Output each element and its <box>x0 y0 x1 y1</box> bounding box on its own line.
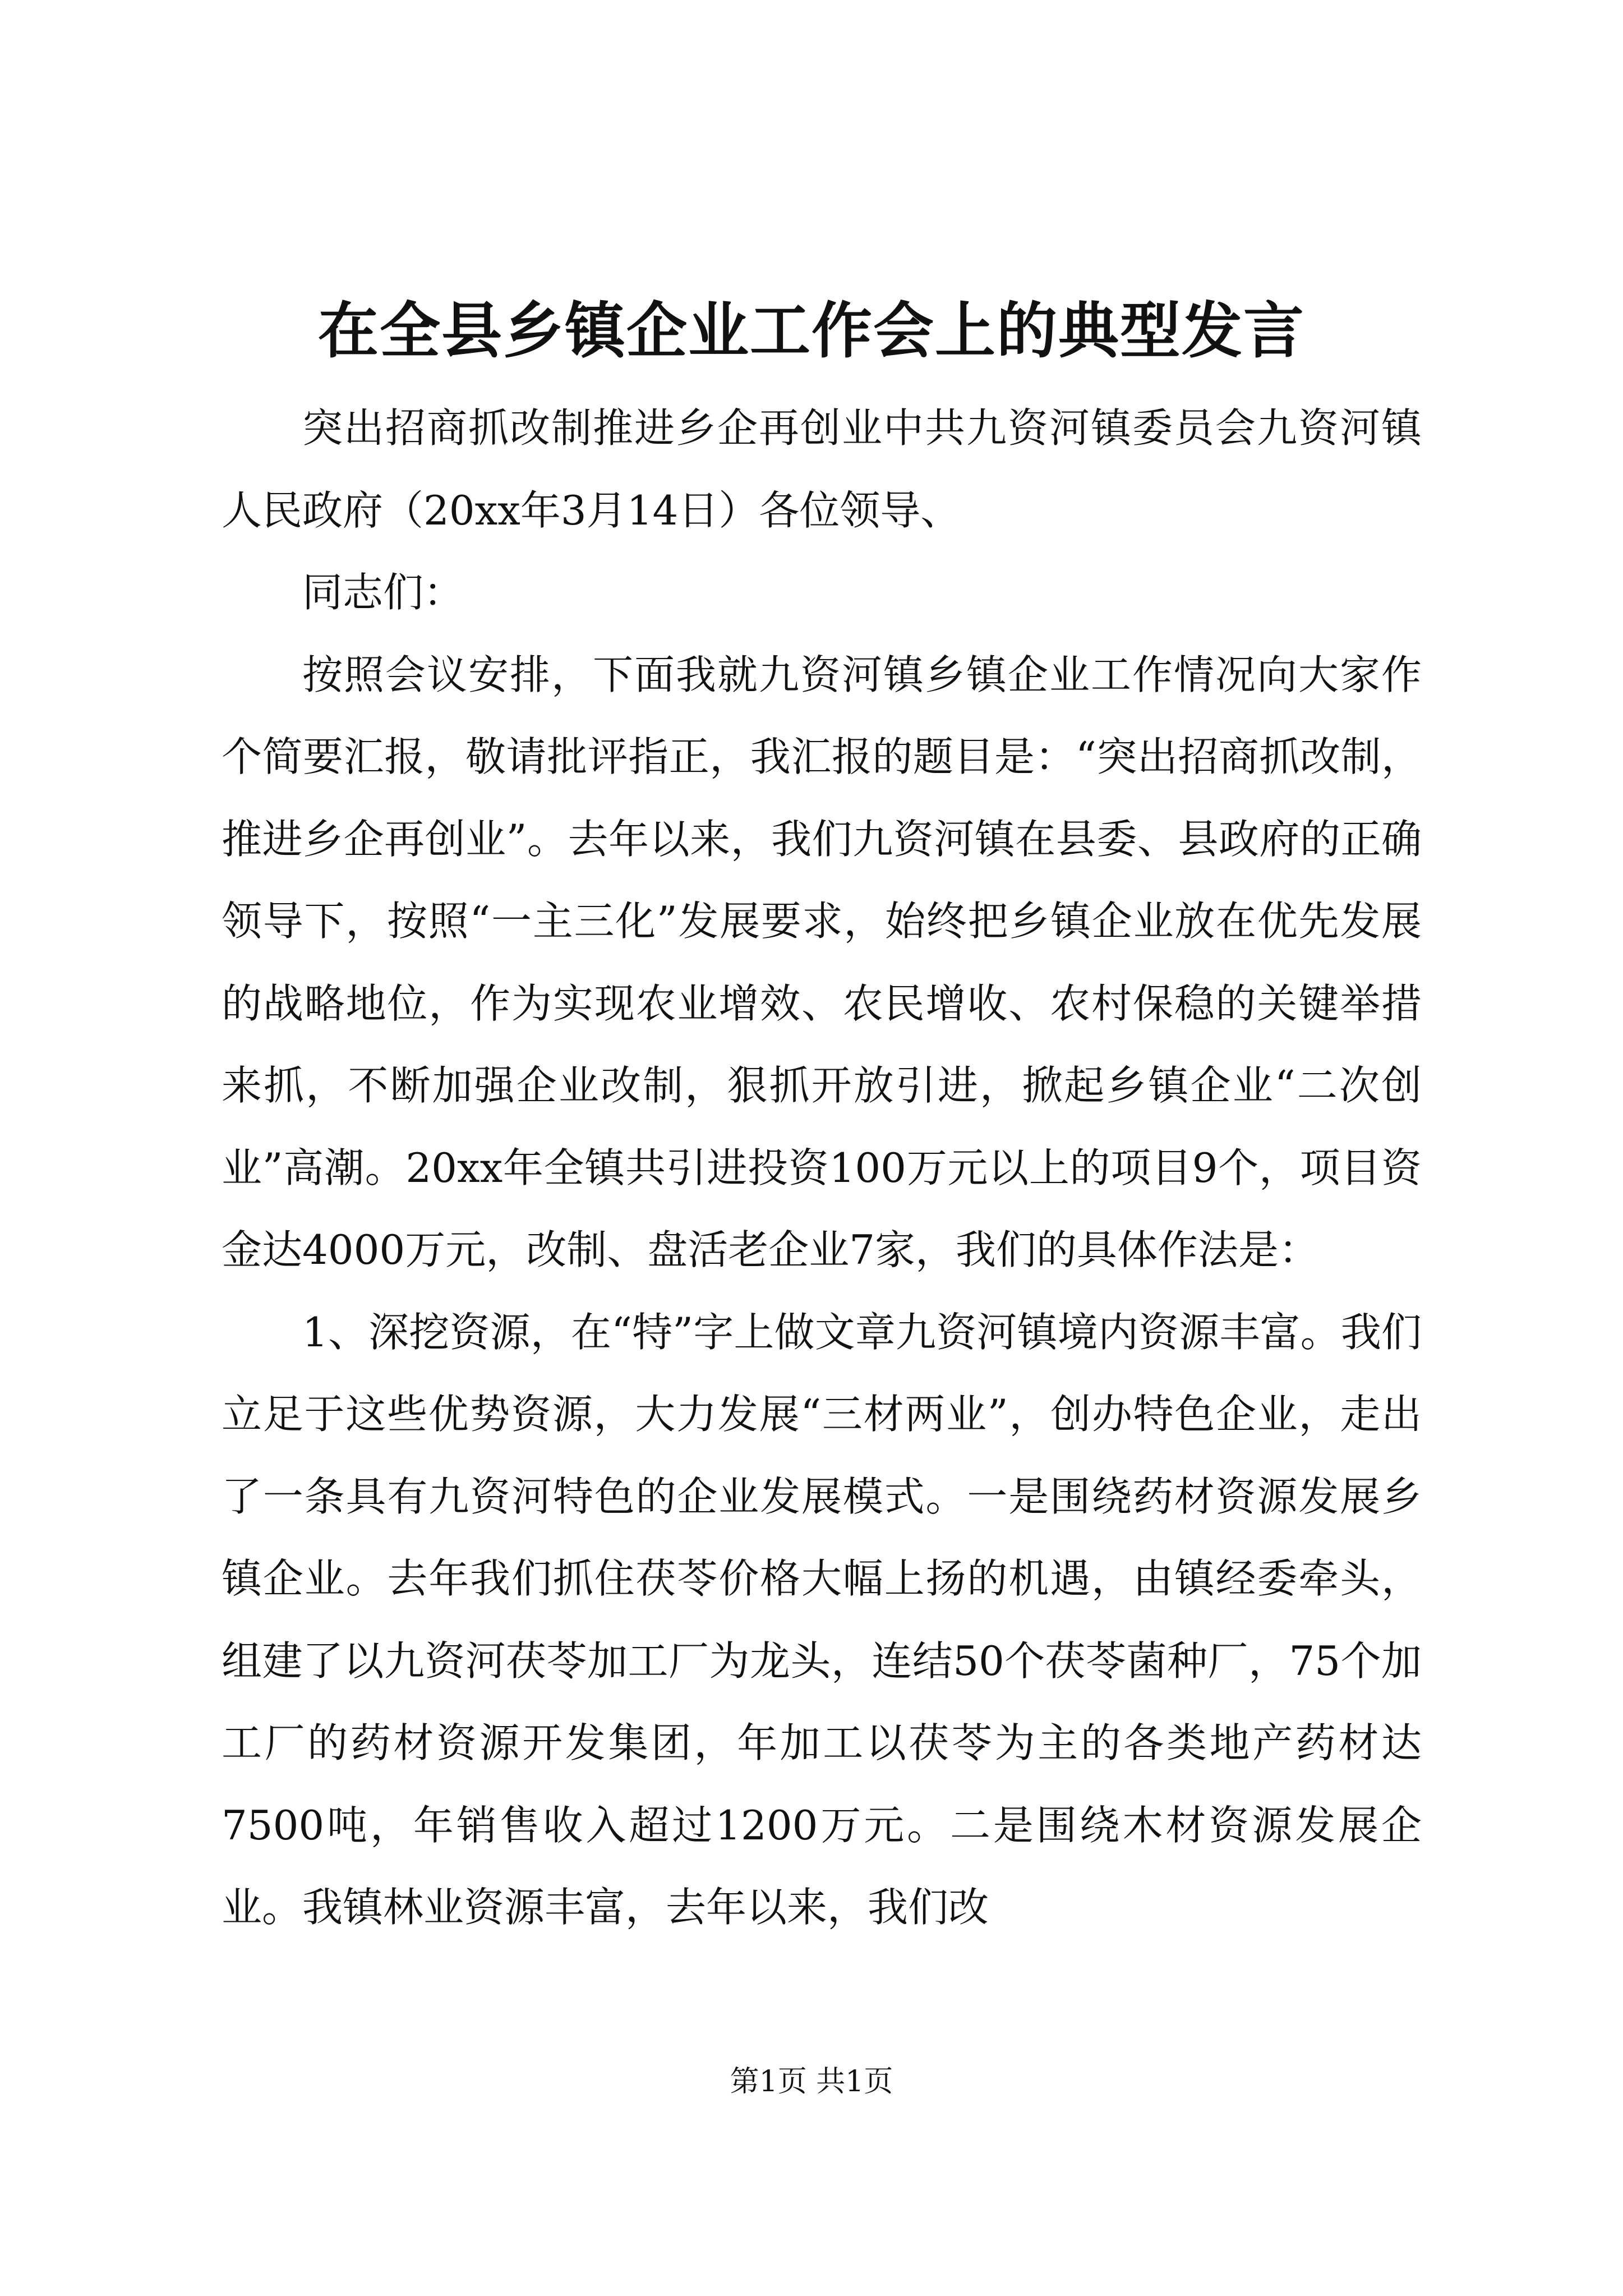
page-footer: 第1页 共1页 <box>730 2065 893 2099</box>
document-title: 在全县乡镇企业工作会上的典型发言 <box>317 296 1305 366</box>
paragraph-3: 按照会议安排，下面我就九资河镇乡镇企业工作情况向大家作个简要汇报，敬请批评指正，我汇报的题目是：“突出招商抓改制，推进乡企再创业”。去年以来，我们九资河镇在县委、县政府的正确领导下，按照“一主三化”发展要求，始终把乡镇企业放在优先发展的战略地位，作为实现农业增效、农民增收、农村保稳的关键举措来抓，不断加强企业改制，狠抓开放引进，掀起乡镇企业“二次创业”高潮。20xx年全镇共引进投资100万元以上的项目9个，项目资金达4000万元，改制、盘活老企业7家，我们的具体作法是： <box>222 651 1422 1273</box>
paragraph-2: 同志们： <box>302 569 464 616</box>
paragraph-4: 1、深挖资源，在“特”字上做文章九资河镇境内资源丰富。我们立足于这些优势资源，大力发展“三材两业”，创办特色企业，走出了一条具有九资河特色的企业发展模式。一是围绕药材资源发展乡镇企业。去年我们抓住茯苓价格大幅上扬的机遇，由镇经委牵头，组建了以九资河茯苓加工厂为龙头，连结50个茯苓菌种厂，75个加工厂的药材资源开发集团，年加工以茯苓为主的各类地产药材达7500吨，年销售收入超过1200万元。二是围绕木材资源发展企业。我镇林业资源丰富，去年以来，我们改 <box>222 1308 1422 1931</box>
paragraph-1: 突出招商抓改制推进乡企再创业中共九资河镇委员会九资河镇人民政府（20xx年3月14日）各位领导、 <box>222 404 1422 534</box>
document-body <box>222 387 1422 1949</box>
